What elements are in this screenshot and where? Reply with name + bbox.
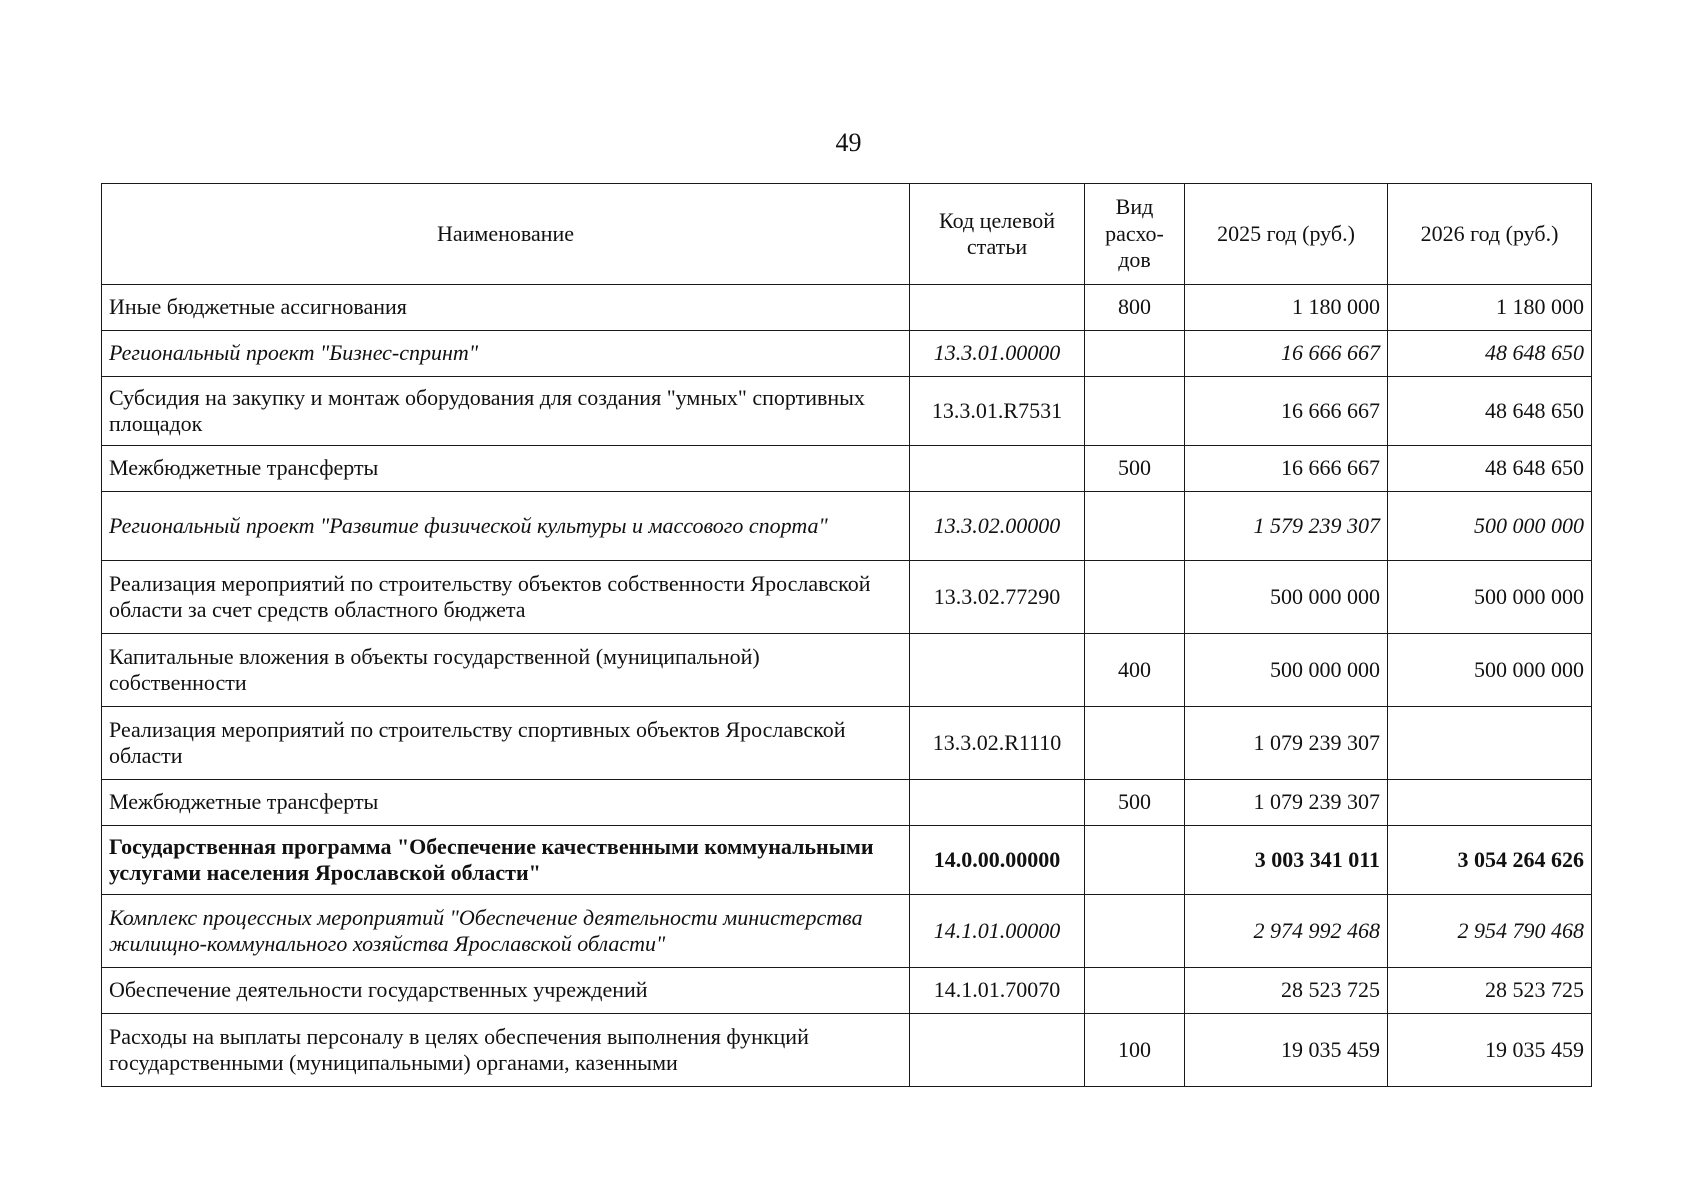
row-code	[910, 1014, 1085, 1087]
row-name: Обеспечение деятельности государственных учреждений	[102, 968, 910, 1014]
row-expense-type: 500	[1085, 780, 1185, 826]
row-name: Расходы на выплаты персоналу в целях обеспечения выполнения функций государственными (муниципальными) органами, казенными	[102, 1014, 910, 1087]
row-name: Региональный проект "Развитие физической культуры и массового спорта"	[102, 492, 910, 561]
row-amount-2026: 500 000 000	[1388, 561, 1592, 634]
row-amount-2025: 1 579 239 307	[1185, 492, 1388, 561]
row-name: Региональный проект "Бизнес-спринт"	[102, 331, 910, 377]
row-code: 13.3.01.R7531	[910, 377, 1085, 446]
row-amount-2025: 16 666 667	[1185, 377, 1388, 446]
row-name: Капитальные вложения в объекты государственной (муниципальной) собственности	[102, 634, 910, 707]
row-name: Комплекс процессных мероприятий "Обеспечение деятельности министерства жилищно-коммунального хозяйства Ярославской области"	[102, 895, 910, 968]
row-amount-2026: 2 954 790 468	[1388, 895, 1592, 968]
row-code	[910, 446, 1085, 492]
row-name: Межбюджетные трансферты	[102, 446, 910, 492]
row-amount-2026: 500 000 000	[1388, 492, 1592, 561]
table-row	[102, 634, 1592, 707]
row-expense-type	[1085, 826, 1185, 895]
row-expense-type	[1085, 377, 1185, 446]
row-code: 13.3.01.00000	[910, 331, 1085, 377]
row-code	[910, 780, 1085, 826]
row-amount-2025: 28 523 725	[1185, 968, 1388, 1014]
row-expense-type: 500	[1085, 446, 1185, 492]
row-code: 13.3.02.R1110	[910, 707, 1085, 780]
row-code	[910, 634, 1085, 707]
row-name: Субсидия на закупку и монтаж оборудования для создания "умных" спортивных площадок	[102, 377, 910, 446]
row-expense-type: 800	[1085, 285, 1185, 331]
row-expense-type	[1085, 707, 1185, 780]
row-code: 13.3.02.00000	[910, 492, 1085, 561]
row-amount-2025: 500 000 000	[1185, 561, 1388, 634]
row-amount-2026: 1 180 000	[1388, 285, 1592, 331]
header-year-2026: 2026 год (руб.)	[1388, 184, 1592, 285]
row-code: 14.0.00.00000	[910, 826, 1085, 895]
row-amount-2026: 19 035 459	[1388, 1014, 1592, 1087]
row-name: Государственная программа "Обеспечение качественными коммунальными услугами населения Ярославской области"	[102, 826, 910, 895]
table-row	[102, 561, 1592, 634]
row-name: Реализация мероприятий по строительству спортивных объектов Ярославской области	[102, 707, 910, 780]
header-code: Код целевой статьи	[910, 184, 1085, 285]
table-row	[102, 285, 1592, 331]
row-code: 14.1.01.70070	[910, 968, 1085, 1014]
table-row	[102, 331, 1592, 377]
row-name: Иные бюджетные ассигнования	[102, 285, 910, 331]
header-type: Вид расхо-дов	[1085, 184, 1185, 285]
row-code: 13.3.02.77290	[910, 561, 1085, 634]
budget-table	[101, 183, 1592, 1087]
table-row	[102, 895, 1592, 968]
table-row	[102, 1014, 1592, 1087]
row-name: Реализация мероприятий по строительству объектов собственности Ярославской области за счет средств областного бюджета	[102, 561, 910, 634]
header-year-2025: 2025 год (руб.)	[1185, 184, 1388, 285]
row-amount-2025: 3 003 341 011	[1185, 826, 1388, 895]
table-row	[102, 377, 1592, 446]
row-amount-2026: 48 648 650	[1388, 446, 1592, 492]
row-amount-2026	[1388, 780, 1592, 826]
row-expense-type	[1085, 492, 1185, 561]
row-amount-2025: 1 079 239 307	[1185, 707, 1388, 780]
row-expense-type	[1085, 561, 1185, 634]
row-amount-2026	[1388, 707, 1592, 780]
row-amount-2025: 500 000 000	[1185, 634, 1388, 707]
table-row	[102, 492, 1592, 561]
row-expense-type	[1085, 331, 1185, 377]
header-name: Наименование	[102, 184, 910, 285]
row-expense-type: 100	[1085, 1014, 1185, 1087]
row-amount-2026: 3 054 264 626	[1388, 826, 1592, 895]
page-number: 49	[835, 128, 862, 157]
table-row	[102, 780, 1592, 826]
row-amount-2025: 16 666 667	[1185, 331, 1388, 377]
row-amount-2025: 16 666 667	[1185, 446, 1388, 492]
row-amount-2025: 1 079 239 307	[1185, 780, 1388, 826]
table-row	[102, 707, 1592, 780]
row-amount-2026: 48 648 650	[1388, 331, 1592, 377]
row-expense-type	[1085, 968, 1185, 1014]
table-row	[102, 968, 1592, 1014]
row-code: 14.1.01.00000	[910, 895, 1085, 968]
row-amount-2025: 1 180 000	[1185, 285, 1388, 331]
table-header-row	[102, 184, 1592, 285]
table-row	[102, 826, 1592, 895]
row-amount-2026: 500 000 000	[1388, 634, 1592, 707]
row-expense-type	[1085, 895, 1185, 968]
row-amount-2026: 48 648 650	[1388, 377, 1592, 446]
row-code	[910, 285, 1085, 331]
row-amount-2025: 2 974 992 468	[1185, 895, 1388, 968]
table-row	[102, 446, 1592, 492]
row-amount-2026: 28 523 725	[1388, 968, 1592, 1014]
row-expense-type: 400	[1085, 634, 1185, 707]
row-name: Межбюджетные трансферты	[102, 780, 910, 826]
row-amount-2025: 19 035 459	[1185, 1014, 1388, 1087]
